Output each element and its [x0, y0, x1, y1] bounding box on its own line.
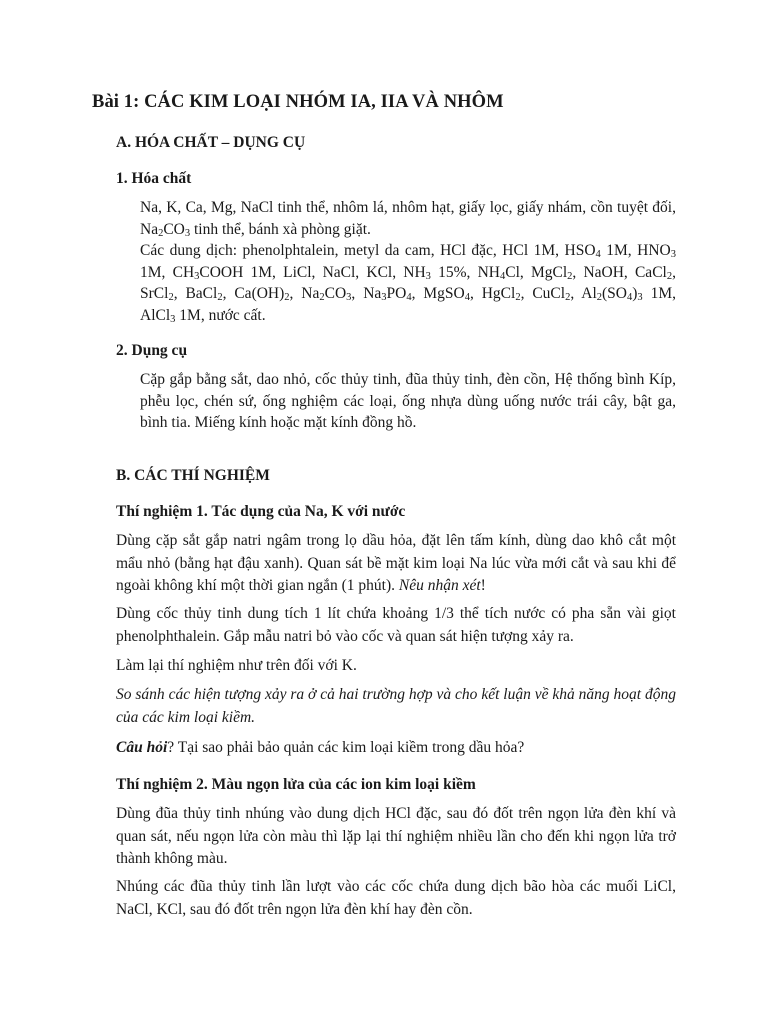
chemicals-paragraph-1: Na, K, Ca, Mg, NaCl tinh thể, nhôm lá, nhôm hạt, giấy lọc, giấy nhám, cồn tuyệt đối, Na2CO3 tinh thể, bánh xà phòng giặt. — [140, 199, 676, 239]
experiment-2-paragraph-1: Dùng đũa thủy tinh nhúng vào dung dịch HCl đặc, sau đó đốt trên ngọn lửa đèn khí và quan sát, nếu ngọn lửa còn màu thì lặp lại thí nghiệm nhiều lần cho đến khi ngọn lửa trở thành không màu. — [116, 805, 676, 867]
chemicals-paragraph-2: Các dung dịch: phenolphtalein, metyl da cam, HCl đặc, HCl 1M, HSO4 1M, HNO3 1M, CH3COOH 1M, LiCl, NaCl, KCl, NH3 15%, NH4Cl, MgCl2, NaOH, CaCl2, SrCl2, BaCl2, Ca(OH)2, Na2CO3, Na3PO4, MgSO4, HgCl2, CuCl2, Al2(SO4)3 1M, AlCl3 1M, nước cất. — [140, 242, 676, 325]
experiment-1-paragraph-3: Làm lại thí nghiệm như trên đối với K. — [116, 657, 357, 674]
chemicals-block — [140, 197, 676, 326]
section-a-heading: A. HÓA CHẤT – DỤNG CỤ — [116, 134, 306, 151]
question-paragraph: Câu hỏi? Tại sao phải bảo quản các kim loại kiềm trong dầu hỏa? — [116, 739, 525, 756]
question-label: Câu hỏi — [116, 739, 168, 756]
experiment-1-heading: Thí nghiệm 1. Tác dụng của Na, K với nước — [116, 503, 406, 520]
chemicals-heading: 1. Hóa chất — [116, 170, 192, 187]
tools-paragraph: Cặp gắp bằng sắt, dao nhỏ, cốc thủy tinh, đũa thủy tinh, đèn cồn, Hệ thống bình Kíp, phễu lọc, chén sứ, ống nghiệm các loại, ống nhựa dùng uống nước trái cây, bật ga, bình tia. Miếng kính hoặc mặt kính đồng hồ. — [140, 371, 676, 431]
experiment-1-paragraph-1: Dùng cặp sắt gắp natri ngâm trong lọ dầu hỏa, đặt lên tấm kính, dùng dao khô cắt một mẩu nhỏ (bằng hạt đậu xanh). Quan sát bề mặt kim loại Na lúc vừa mới cắt và sau khi để ngoài không khí một thời gian ngắn (1 phút). Nêu nhận xét! — [116, 532, 676, 594]
section-b-heading: B. CÁC THÍ NGHIỆM — [116, 467, 270, 484]
chemicals-solution-list: SO4 1M, HNO3 1M, CH3COOH 1M, LiCl, NaCl, KCl, NH3 15%, NH4Cl, MgCl2, NaOH, CaCl2, SrCl2, BaCl2, Ca(OH)2, Na2CO3, Na3PO4, MgSO4, HgCl2, CuCl2, Al2(SO4)3 1M, AlCl3 1M, nước cất. — [140, 242, 676, 325]
tools-heading: 2. Dụng cụ — [116, 342, 188, 359]
tools-block — [140, 369, 676, 434]
page-title: Bài 1: CÁC KIM LOẠI NHÓM IA, IIA VÀ NHÔM — [92, 92, 504, 112]
experiment-1-paragraph-2: Dùng cốc thủy tinh dung tích 1 lít chứa khoảng 1/3 thể tích nước có pha sẵn vài giọt phenolphthalein. Gắp mẫu natri bỏ vào cốc và quan sát hiện tượng xảy ra. — [116, 605, 676, 645]
experiment-2-paragraph-2: Nhúng các đũa thủy tinh lần lượt vào các cốc chứa dung dịch bão hòa các muối LiCl, NaCl, KCl, sau đó đốt trên ngọn lửa đèn khí hay đèn cồn. — [116, 878, 676, 918]
experiment-1-conclusion: So sánh các hiện tượng xảy ra ở cả hai trường hợp và cho kết luận về khả năng hoạt động của các kim loại kiềm. — [116, 686, 676, 726]
experiment-2-heading: Thí nghiệm 2. Màu ngọn lửa của các ion kim loại kiềm — [116, 776, 476, 793]
